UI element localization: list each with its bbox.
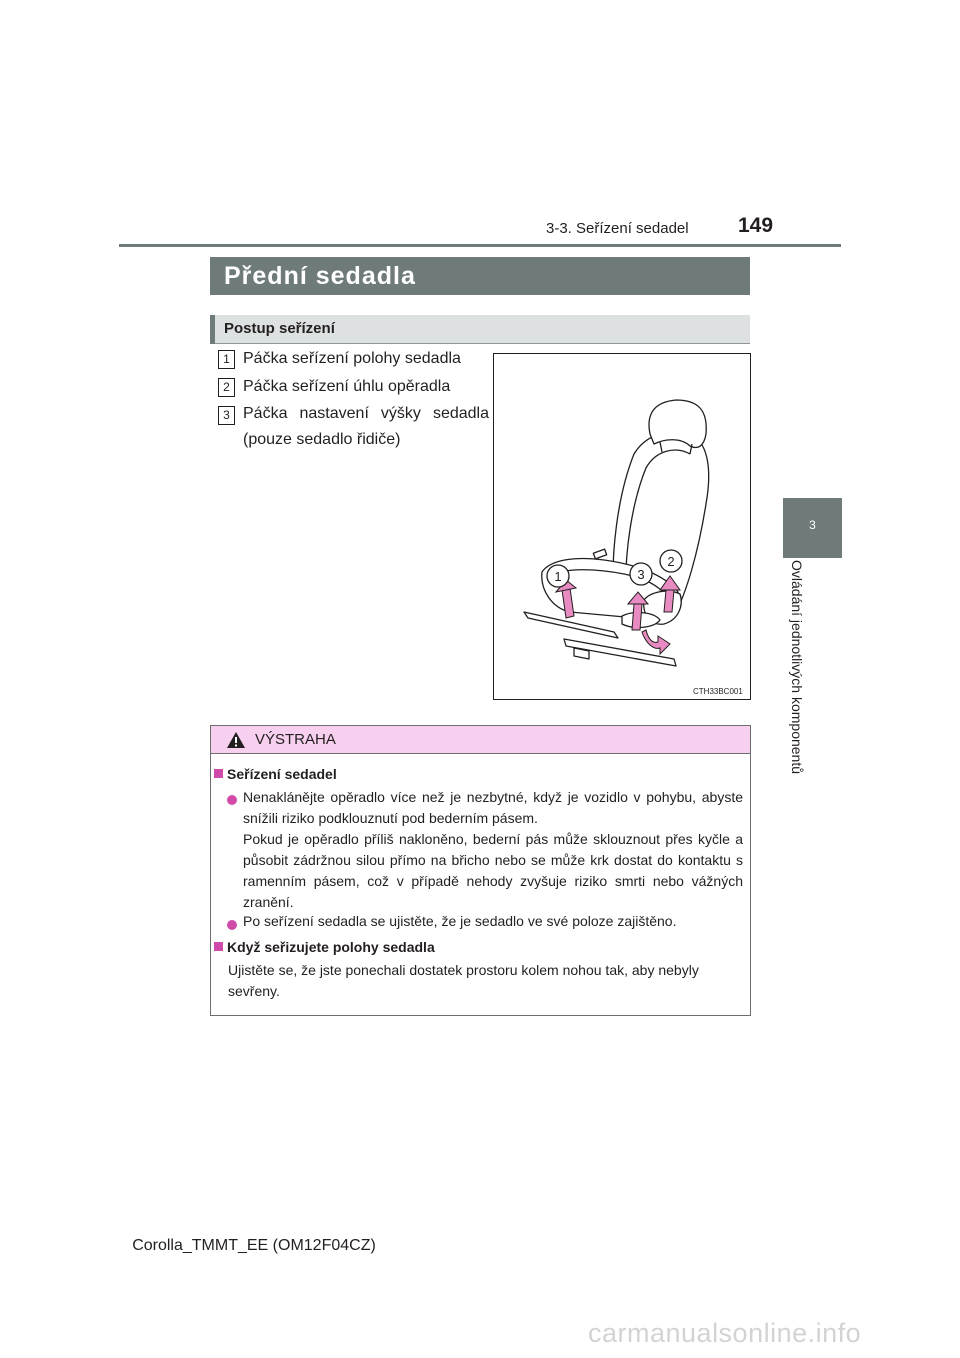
- square-bullet-icon: [214, 942, 223, 951]
- dot-bullet-icon: [227, 795, 237, 805]
- chapter-title: Ovládání jednotlivých komponentů: [789, 560, 805, 775]
- warning-paragraph: Po seřízení sedadla se ujistěte, že je sedadlo ve své poloze zajištěno.: [243, 913, 677, 929]
- warning-title: VÝSTRAHA: [255, 731, 336, 748]
- warning-paragraph: Ujistěte se, že jste ponechali dostatek prostoru kolem nohou tak, aby nebyly sevřeny.: [228, 962, 699, 999]
- warning-heading-text: Seřízení sedadel: [227, 766, 337, 782]
- section-label: 3-3. Seřízení sedadel: [546, 220, 689, 237]
- subsection-accent: [210, 315, 215, 344]
- footer-text: Corolla_TMMT_EE (OM12F04CZ): [132, 1237, 376, 1254]
- warning-heading-text: Když seřizujete polohy sedadla: [227, 939, 435, 955]
- figure-code: CTH33BC001: [693, 687, 743, 696]
- height-arrow: [632, 604, 642, 630]
- recline-arrow: [664, 590, 674, 612]
- page-number: 149: [738, 214, 774, 237]
- item-text: Páčka nastavení výšky sedadla (pouze sedadlo řidiče): [243, 405, 489, 448]
- callout-label: 3: [637, 567, 645, 582]
- seat-illustration: [494, 354, 750, 699]
- callout-label: 2: [667, 554, 675, 569]
- item-text: Páčka seřízení úhlu opěradla: [243, 378, 451, 395]
- warning-heading: [214, 939, 435, 955]
- seat-headrest: [649, 400, 706, 448]
- chapter-number: 3: [809, 518, 816, 532]
- item-number: 3: [218, 406, 235, 425]
- adjust-arrow: [642, 630, 670, 654]
- warning-triangle-icon: [226, 731, 246, 754]
- seat-buckle: [593, 549, 606, 559]
- callout-label: 1: [554, 569, 562, 584]
- seat-figure: [493, 353, 751, 700]
- item-text: Páčka seřízení polohy sedadla: [243, 350, 461, 367]
- item-number: 2: [218, 378, 235, 397]
- chapter-title-wrap: [787, 560, 839, 800]
- watermark: carmanualsonline.info: [588, 1318, 862, 1348]
- page-title: Přední sedadla: [224, 262, 416, 290]
- warning-paragraph: Nenaklánějte opěradlo více než je nezbytné, když je vozidlo v pohybu, abyste snížili riziko podklouznutí pod bederním pásem.: [243, 789, 743, 826]
- warning-paragraph: Pokud je opěradlo příliš nakloněno, bederní pás může sklouznout přes kyčle a působit zádržnou silou přímo na břicho nebo se může krk dostat do kontaktu s ramenním pásem, což v případě nehody zvyšuje riziko smrti nebo vážných zranění.: [243, 831, 743, 910]
- item-number: 1: [218, 350, 235, 369]
- header-rule: [119, 244, 841, 247]
- warning-heading: [214, 766, 337, 782]
- square-bullet-icon: [214, 769, 223, 778]
- subsection-title: Postup seřízení: [224, 320, 335, 337]
- dot-bullet-icon: [227, 920, 237, 930]
